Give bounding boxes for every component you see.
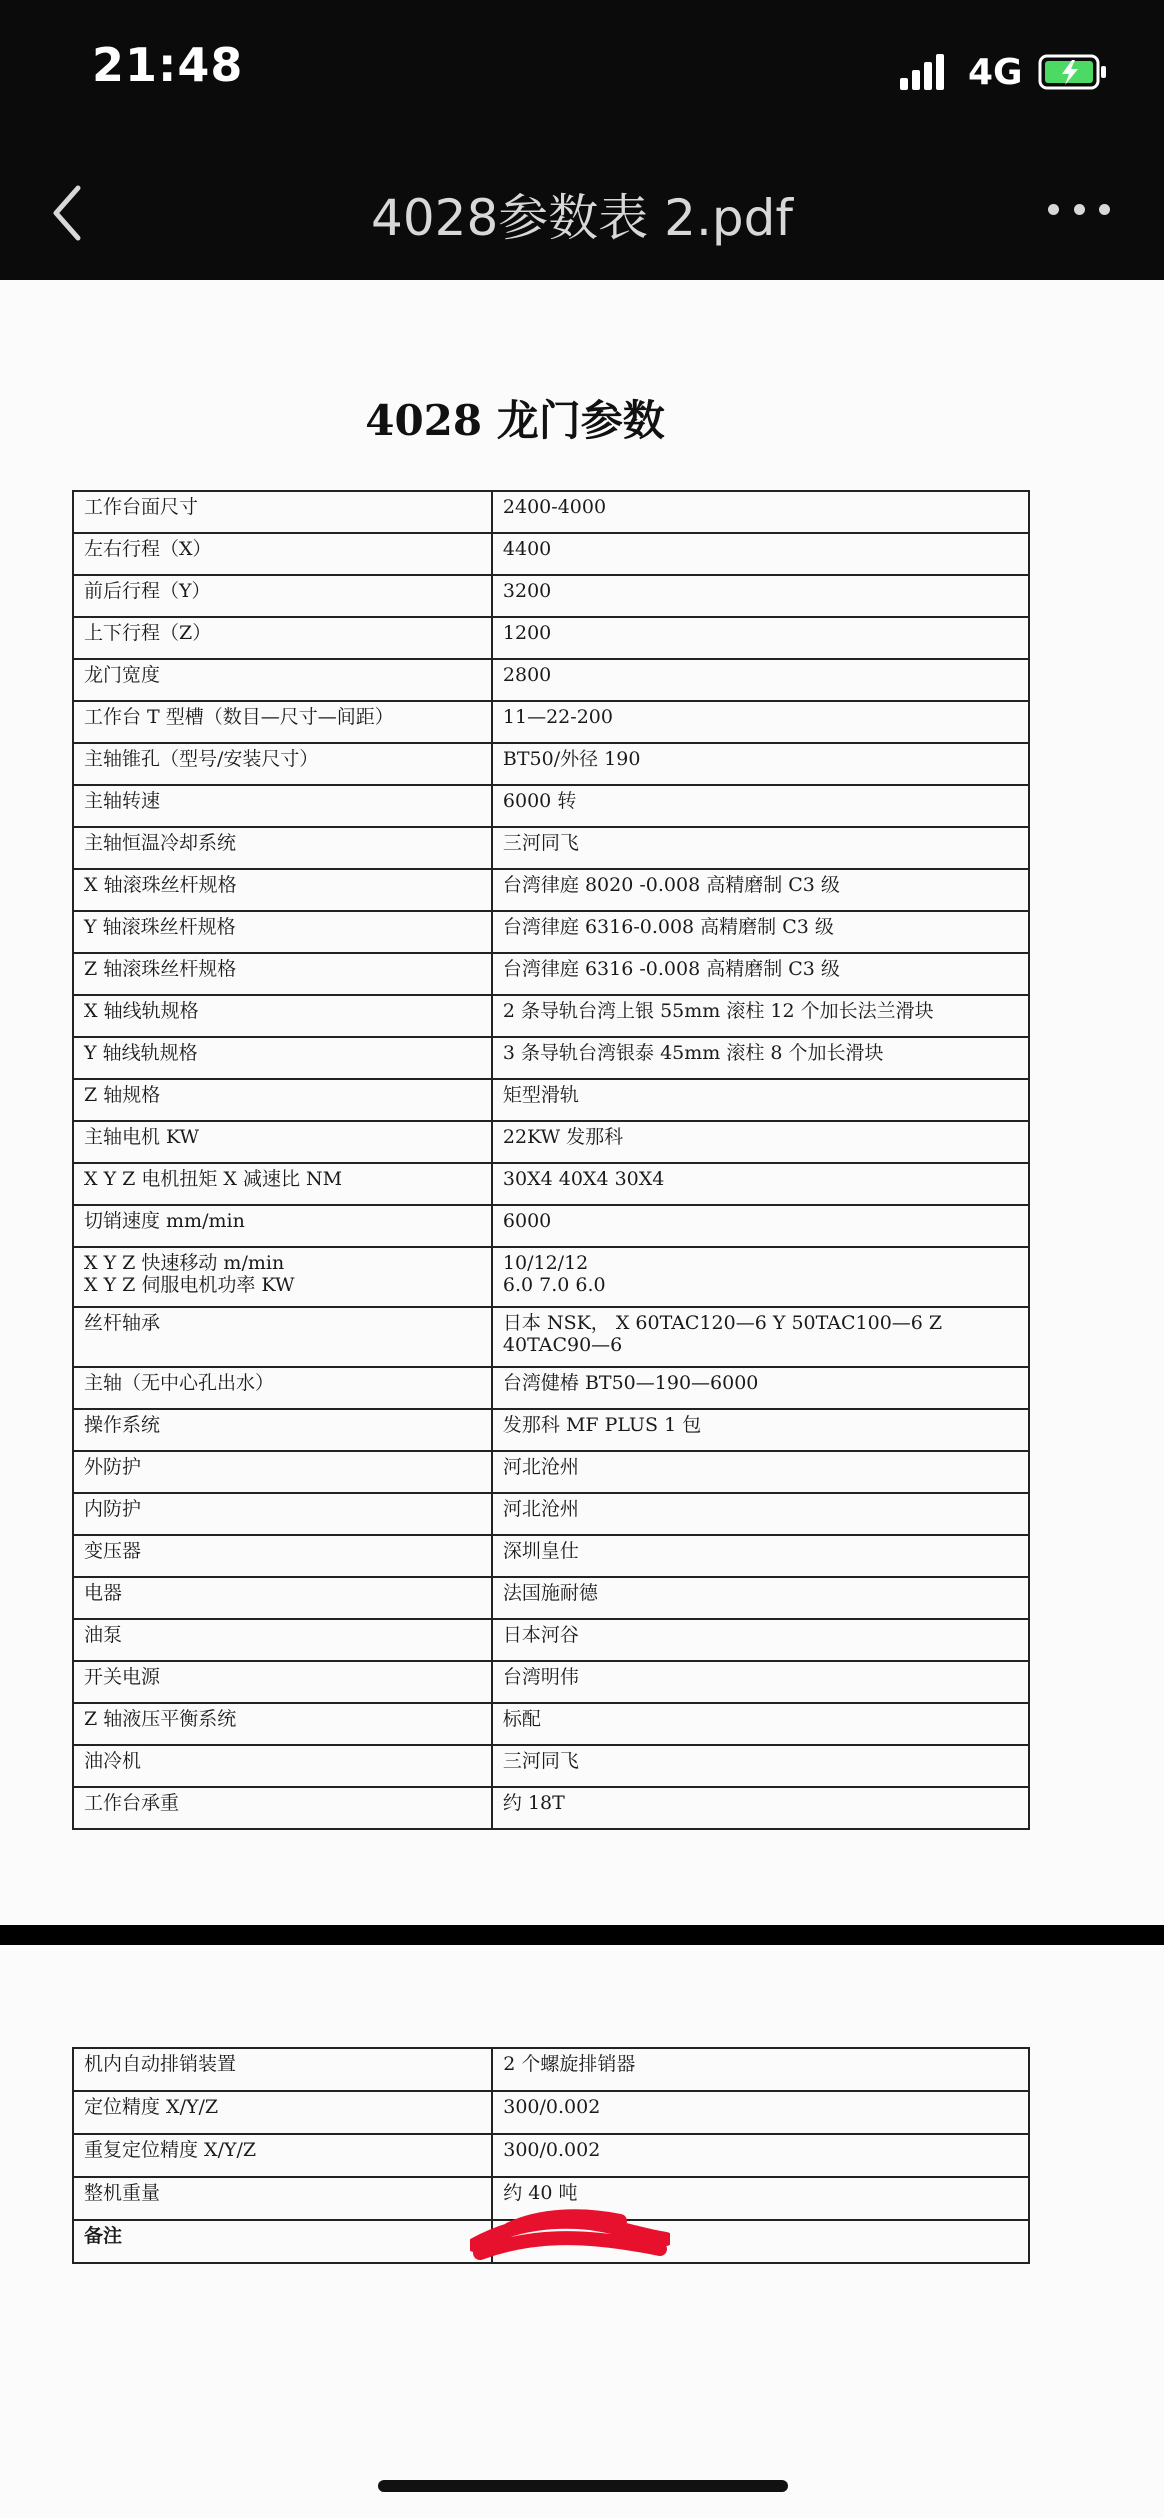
spec-value: 2800	[502, 664, 552, 686]
spec-value: 三河同飞	[502, 1750, 579, 1772]
network-type-label: 4G	[968, 52, 1023, 93]
spec-label: 前后行程（Y）	[84, 580, 211, 602]
spec-value: 深圳皇仕	[502, 1540, 579, 1562]
spec-label: Y 轴线轨规格	[84, 1042, 198, 1064]
spec-value-cell	[492, 743, 1029, 785]
spec-label-cell	[73, 743, 492, 785]
spec-value-cell	[492, 995, 1029, 1037]
battery-charging-icon	[1038, 54, 1108, 90]
table-row	[73, 1307, 1029, 1367]
spec-label: 丝杆轴承	[84, 1312, 161, 1334]
spec-label: 机内自动排销装置	[84, 2053, 237, 2075]
spec-label: 左右行程（X）	[84, 538, 212, 560]
spec-value: 10/12/12	[502, 1252, 589, 1274]
spec-value: 3 条导轨台湾银泰 45mm 滚柱 8 个加长滑块	[502, 1042, 884, 1064]
table-row	[73, 617, 1029, 659]
spec-label: 重复定位精度 X/Y/Z	[84, 2139, 257, 2161]
spec-label-cell	[73, 701, 492, 743]
spec-label: X 轴线轨规格	[84, 1000, 199, 1022]
spec-label-cell	[73, 1409, 492, 1451]
spec-label: 油泵	[84, 1624, 123, 1646]
table-row	[73, 1535, 1029, 1577]
spec-value-cell	[492, 1367, 1029, 1409]
spec-value-line-2: 40TAC90—6	[502, 1334, 623, 1356]
spec-value: 3200	[502, 580, 552, 602]
spec-label-line-2: X Y Z 伺服电机功率 KW	[84, 1274, 295, 1296]
spec-value: 三河同飞	[502, 832, 579, 854]
table-row	[73, 1493, 1029, 1535]
spec-value-cell	[492, 617, 1029, 659]
table-row	[73, 575, 1029, 617]
table-row	[73, 1577, 1029, 1619]
spec-label-cell	[73, 1247, 492, 1307]
spec-value-cell	[492, 2091, 1029, 2134]
spec-value-cell	[492, 1409, 1029, 1451]
spec-label: X 轴滚珠丝杆规格	[84, 874, 237, 896]
spec-value-cell	[492, 1535, 1029, 1577]
table-row	[73, 659, 1029, 701]
spec-label-cell	[73, 2134, 492, 2177]
table-row	[73, 995, 1029, 1037]
spec-label-cell	[73, 1745, 492, 1787]
table-row	[73, 869, 1029, 911]
spec-label: 切销速度 mm/min	[84, 1210, 245, 1232]
spec-label-cell	[73, 2048, 492, 2091]
spec-label-cell	[73, 575, 492, 617]
spec-value-cell	[492, 533, 1029, 575]
page-heading: 4028 龙门参数	[365, 396, 665, 445]
spec-label-cell	[73, 2177, 492, 2220]
spec-label: 主轴电机 KW	[84, 1126, 200, 1148]
table-row	[73, 491, 1029, 533]
spec-value: 4400	[502, 538, 552, 560]
spec-value-cell	[492, 2134, 1029, 2177]
table-row	[73, 1703, 1029, 1745]
spec-label-cell	[73, 827, 492, 869]
spec-label: 开关电源	[84, 1666, 161, 1688]
spec-label: Z 轴规格	[84, 1084, 161, 1106]
spec-label: 工作台承重	[84, 1792, 180, 1814]
status-time: 21:48	[92, 38, 244, 92]
document-title: 4028参数表 2.pdf	[371, 189, 793, 247]
spec-value-cell	[492, 1247, 1029, 1307]
spec-label: X Y Z 快速移动 m/min	[84, 1252, 285, 1274]
spec-value: BT50/外径 190	[502, 748, 641, 770]
spec-label: 外防护	[84, 1456, 142, 1478]
table-row	[73, 1163, 1029, 1205]
spec-label-cell	[73, 1619, 492, 1661]
redaction-scribble	[470, 2205, 670, 2265]
spec-value: 台湾律庭 6316 -0.008 高精磨制 C3 级	[502, 958, 840, 980]
spec-value-cell	[492, 1661, 1029, 1703]
spec-value: 矩型滑轨	[502, 1084, 579, 1106]
spec-label: 工作台 T 型槽（数目—尺寸—间距）	[84, 706, 394, 728]
spec-label-cell	[73, 1451, 492, 1493]
spec-label-cell	[73, 1079, 492, 1121]
table-row	[73, 1409, 1029, 1451]
spec-value-cell	[492, 1163, 1029, 1205]
home-indicator[interactable]	[378, 2480, 788, 2492]
spec-value-cell	[492, 953, 1029, 995]
spec-label-cell	[73, 533, 492, 575]
table-row	[73, 1079, 1029, 1121]
spec-value: 台湾律庭 8020 -0.008 高精磨制 C3 级	[502, 874, 840, 896]
table-row	[73, 1037, 1029, 1079]
spec-label-cell	[73, 1703, 492, 1745]
spec-label-cell	[73, 1493, 492, 1535]
spec-label: 龙门宽度	[84, 664, 161, 686]
spec-label-cell	[73, 995, 492, 1037]
spec-label-cell	[73, 911, 492, 953]
spec-value-cell	[492, 1307, 1029, 1367]
spec-label: 上下行程（Z）	[84, 622, 212, 644]
table-row	[73, 827, 1029, 869]
spec-value: 约 18T	[502, 1792, 565, 1814]
spec-value-cell	[492, 1703, 1029, 1745]
spec-label-cell	[73, 785, 492, 827]
table-row	[73, 953, 1029, 995]
more-dots-icon[interactable]	[1048, 194, 1110, 224]
spec-value-cell	[492, 701, 1029, 743]
table-row	[73, 533, 1029, 575]
spec-value: 河北沧州	[502, 1456, 579, 1478]
spec-label-cell	[73, 953, 492, 995]
spec-label: 操作系统	[84, 1414, 161, 1436]
spec-value-cell	[492, 491, 1029, 533]
spec-value-cell	[492, 1079, 1029, 1121]
spec-value-cell	[492, 1493, 1029, 1535]
spec-label-cell	[73, 1205, 492, 1247]
spec-value: 约 40 吨	[503, 2182, 578, 2204]
pdf-page-2[interactable]	[0, 1945, 1164, 2518]
spec-value: 河北沧州	[502, 1498, 579, 1520]
spec-label: 主轴（无中心孔出水）	[84, 1372, 275, 1394]
spec-value-line-2: 6.0 7.0 6.0	[502, 1274, 606, 1296]
spec-value: 标配	[502, 1708, 541, 1730]
spec-value: 6000 转	[502, 790, 577, 812]
table-row	[73, 1661, 1029, 1703]
spec-value: 法国施耐德	[502, 1582, 598, 1604]
spec-label-cell	[73, 2091, 492, 2134]
spec-value-cell	[492, 869, 1029, 911]
table-row	[73, 701, 1029, 743]
spec-label-cell	[73, 2220, 492, 2263]
title-bar	[0, 150, 1164, 280]
table-row	[73, 1451, 1029, 1493]
spec-value-cell	[492, 1787, 1029, 1829]
spec-label-cell	[73, 1661, 492, 1703]
spec-value: 发那科 MF PLUS 1 包	[502, 1414, 702, 1436]
spec-label-cell	[73, 491, 492, 533]
table-row	[73, 743, 1029, 785]
spec-value-cell	[492, 1745, 1029, 1787]
spec-value-cell	[492, 827, 1029, 869]
signal-icon	[900, 54, 944, 90]
spec-label: 主轴恒温冷却系统	[84, 832, 237, 854]
spec-value-cell	[492, 785, 1029, 827]
spec-label-cell	[73, 869, 492, 911]
spec-value: 台湾律庭 6316-0.008 高精磨制 C3 级	[502, 916, 834, 938]
spec-value: 日本 NSK， X 60TAC120—6 Y 50TAC100—6 Z	[502, 1312, 943, 1334]
spec-label: 电器	[84, 1582, 123, 1604]
spec-table-page-1	[72, 490, 1030, 1830]
spec-value: 300/0.002	[503, 2096, 601, 2118]
spec-value: 300/0.002	[503, 2139, 601, 2161]
spec-value-cell	[492, 1577, 1029, 1619]
spec-label: 主轴锥孔（型号/安装尺寸）	[84, 748, 319, 770]
table-row	[73, 2091, 1029, 2134]
table-row	[73, 1205, 1029, 1247]
spec-value-cell	[492, 1619, 1029, 1661]
spec-label-cell	[73, 1121, 492, 1163]
table-row	[73, 1367, 1029, 1409]
spec-value: 22KW 发那科	[502, 1126, 624, 1148]
table-row	[73, 785, 1029, 827]
spec-value-cell	[492, 1205, 1029, 1247]
table-row	[73, 2048, 1029, 2091]
spec-value: 30X4 40X4 30X4	[502, 1168, 665, 1190]
spec-value-cell	[492, 575, 1029, 617]
spec-value: 台湾明伟	[502, 1666, 579, 1688]
spec-label-cell	[73, 617, 492, 659]
spec-label: 内防护	[84, 1498, 142, 1520]
spec-label-cell	[73, 659, 492, 701]
spec-label-cell	[73, 1163, 492, 1205]
spec-value-cell	[492, 1451, 1029, 1493]
spec-label: 工作台面尺寸	[84, 496, 199, 518]
spec-label: 油冷机	[84, 1750, 142, 1772]
spec-label: Z 轴液压平衡系统	[84, 1708, 237, 1730]
spec-value-cell	[492, 1121, 1029, 1163]
spec-label-cell	[73, 1307, 492, 1367]
spec-value: 11—22-200	[502, 706, 613, 728]
spec-value: 日本河谷	[502, 1624, 579, 1646]
spec-label: Y 轴滚珠丝杆规格	[84, 916, 236, 938]
spec-label: 整机重量	[84, 2182, 161, 2204]
spec-label: Z 轴滚珠丝杆规格	[84, 958, 237, 980]
spec-label-cell	[73, 1787, 492, 1829]
spec-value-cell	[492, 1037, 1029, 1079]
spec-value-cell	[492, 911, 1029, 953]
table-row	[73, 911, 1029, 953]
status-bar	[0, 0, 1164, 150]
spec-value: 2 条导轨台湾上银 55mm 滚柱 12 个加长法兰滑块	[502, 1000, 934, 1022]
spec-label: 定位精度 X/Y/Z	[84, 2096, 219, 2118]
spec-label: X Y Z 电机扭矩 X 减速比 NM	[84, 1168, 343, 1190]
pdf-page-1[interactable]	[0, 280, 1164, 1925]
spec-value: 2400-4000	[502, 496, 607, 518]
spec-value: 6000	[502, 1210, 552, 1232]
table-row	[73, 1121, 1029, 1163]
spec-label-cell	[73, 1535, 492, 1577]
table-row	[73, 2134, 1029, 2177]
spec-label-cell	[73, 1037, 492, 1079]
table-row	[73, 1247, 1029, 1307]
spec-value: 2 个螺旋排销器	[503, 2053, 636, 2075]
spec-value: 台湾健椿 BT50—190—6000	[502, 1372, 759, 1394]
table-row	[73, 1787, 1029, 1829]
spec-label-cell	[73, 1577, 492, 1619]
spec-value-cell	[492, 659, 1029, 701]
spec-label: 主轴转速	[84, 790, 161, 812]
spec-value: 1200	[502, 622, 552, 644]
spec-label: 备注	[84, 2225, 123, 2247]
spec-value-cell	[492, 2048, 1029, 2091]
spec-label: 变压器	[84, 1540, 142, 1562]
table-row	[73, 1745, 1029, 1787]
spec-label-cell	[73, 1367, 492, 1409]
table-row	[73, 1619, 1029, 1661]
